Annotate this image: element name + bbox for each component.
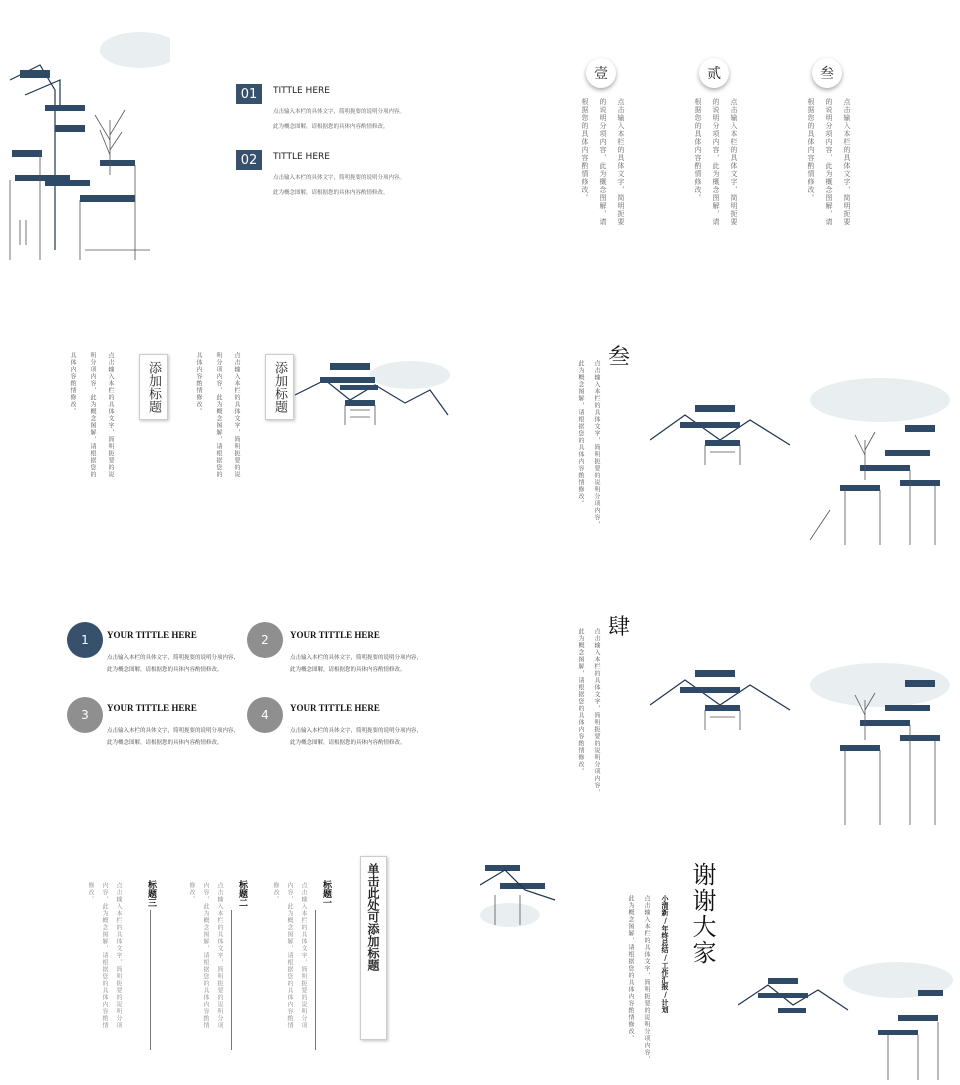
column-text: 内容，此为概念图解，请根据您的具体内容酌情 [286,882,293,1029]
section-text: 点击输入本栏的具体文字，简明扼要的说明分项内容， [593,360,600,528]
column-text: 的说明分项内容，此为概念图解，请 [599,98,607,226]
block-text: 点击输入本栏的具体文字，简明扼要的说 [107,352,114,478]
item-desc-line: 点击输入本栏的具体文字，简明扼要的说明分项内容， [290,655,423,661]
column-heading: 标题二 [237,880,247,907]
thank-you-text: 点击输入本栏的具体文字，简明扼要的说明分项内容， [643,895,650,1063]
column-text: 内容，此为概念图解，请根据您的具体内容酌情 [101,882,108,1029]
column-label-circle [586,58,616,88]
slide-9 [0,840,470,1084]
item-number-badge [236,84,262,104]
item-number: 1 [81,633,89,647]
column-text: 修改。 [87,882,94,903]
block-text: 具体内容酌情修改。 [195,352,202,415]
block-title-tag: 添加标题 [139,354,168,420]
village-rooftops-illustration [650,655,950,830]
column-divider [315,910,316,1050]
item-desc-line: 此为概念图解，请根据您的具体内容酌情修改。 [107,667,223,673]
slide-3 [0,280,470,550]
item-number-circle [67,697,103,733]
village-rooftops-illustration [290,355,450,435]
column-label: 贰 [707,66,721,82]
column-text: 内容，此为概念图解，请根据您的具体内容酌情 [202,882,209,1029]
item-desc-line: 点击输入本栏的具体文字，简明扼要的说明分项内容。 [273,175,406,181]
column-text: 点击输入本栏的具体文字，简明扼要 [617,98,625,226]
item-desc-line: 点击输入本栏的具体文字，简明扼要的说明分项内容， [107,655,240,661]
column-text: 根据您的具体内容酌情修改。 [694,98,702,202]
section-text: 此为概念图解，请根据您的具体内容酌情修改。 [577,360,584,507]
item-title: YOUR TITTLE HERE [290,703,380,713]
column-text: 根据您的具体内容酌情修改。 [581,98,589,202]
item-desc-line: 点击输入本栏的具体文字，简明扼要的说明分项内容， [290,728,423,734]
column-label: 叁 [820,66,834,82]
item-number: 4 [261,708,269,722]
column-label: 壹 [594,66,608,82]
column-label-circle [812,58,842,88]
column-text: 修改。 [188,882,195,903]
block-text: 具体内容酌情修改。 [69,352,76,415]
column-text: 点击输入本栏的具体文字，简明扼要 [730,98,738,226]
column-divider [231,910,232,1050]
village-fragment-illustration [480,855,560,935]
item-title: YOUR TITTLE HERE [107,703,197,713]
item-desc-line: 此为概念图解，请根据您的具体内容酌情修改。 [290,667,406,673]
item-desc-line: 点击输入本栏的具体文字，简明扼要的说明分项内容。 [273,109,406,115]
column-text: 修改。 [272,882,279,903]
block-text: 点击输入本栏的具体文字，简明扼要的说 [233,352,240,478]
item-desc-line: 点击输入本栏的具体文字，简明扼要的说明分项内容， [107,728,240,734]
item-title: TITTLE HERE [273,86,330,96]
item-number: 01 [240,86,258,102]
item-number: 3 [81,708,89,722]
slide-6 [490,560,960,830]
section-text: 此为概念图解，请根据您的具体内容酌情修改。 [577,628,584,775]
slide-title-tag: 单击此处可添加标题 [360,856,387,1040]
block-text: 明分项内容，此为概念图解，请根据您的 [215,352,222,478]
item-desc-line: 此为概念图解，请根据您的具体内容酌情修改。 [107,740,223,746]
thank-you-text: 此为概念图解，请根据您的具体内容酌情修改。 [627,895,634,1042]
village-rooftops-illustration [738,960,953,1080]
column-text: 根据您的具体内容酌情修改。 [807,98,815,202]
slide-10 [480,840,960,1084]
section-number-char: 叁 [608,345,631,370]
thank-you-title: 谢谢大家 [688,862,716,966]
column-text: 点击输入本栏的具体文字，简明扼要 [843,98,851,226]
item-title: YOUR TITTLE HERE [107,630,197,640]
column-heading: 标题三 [146,880,156,907]
item-desc-line: 此为概念图解，请根据您的具体内容酌情修改。 [290,740,406,746]
slide-2 [490,0,960,270]
item-number-circle [67,622,103,658]
column-text: 点击输入本栏的具体文字，简明扼要的说明分项 [300,882,307,1029]
item-number: 02 [240,152,258,168]
column-divider [150,910,151,1050]
block-text: 明分项内容，此为概念图解，请根据您的 [89,352,96,478]
item-number-badge [236,150,262,170]
block-title-tag: 添加标题 [265,354,294,420]
item-desc-line: 此为概念图解，请根据您的具体内容酌情修改。 [273,124,389,130]
item-number-circle [247,697,283,733]
section-number-char: 肆 [608,615,631,640]
slide-7 [0,560,470,830]
section-text: 点击输入本栏的具体文字，简明扼要的说明分项内容， [593,628,600,796]
village-sketch-illustration [0,20,170,260]
slide-4 [490,280,960,550]
column-text: 的说明分项内容，此为概念图解，请 [712,98,720,226]
item-title: TITTLE HERE [273,152,330,162]
item-title: YOUR TITTLE HERE [290,630,380,640]
slide-1 [0,0,470,270]
thank-you-subtitle: 小清新/年终总结/工作汇报/计划 [661,895,670,1013]
column-text: 点击输入本栏的具体文字，简明扼要的说明分项 [216,882,223,1029]
column-text: 的说明分项内容，此为概念图解，请 [825,98,833,226]
column-label-circle [699,58,729,88]
column-heading: 标题一 [321,880,331,907]
village-rooftops-illustration [650,370,950,545]
item-desc-line: 此为概念图解，请根据您的具体内容酌情修改。 [273,190,389,196]
column-text: 点击输入本栏的具体文字，简明扼要的说明分项 [115,882,122,1029]
item-number: 2 [261,633,269,647]
item-number-circle [247,622,283,658]
